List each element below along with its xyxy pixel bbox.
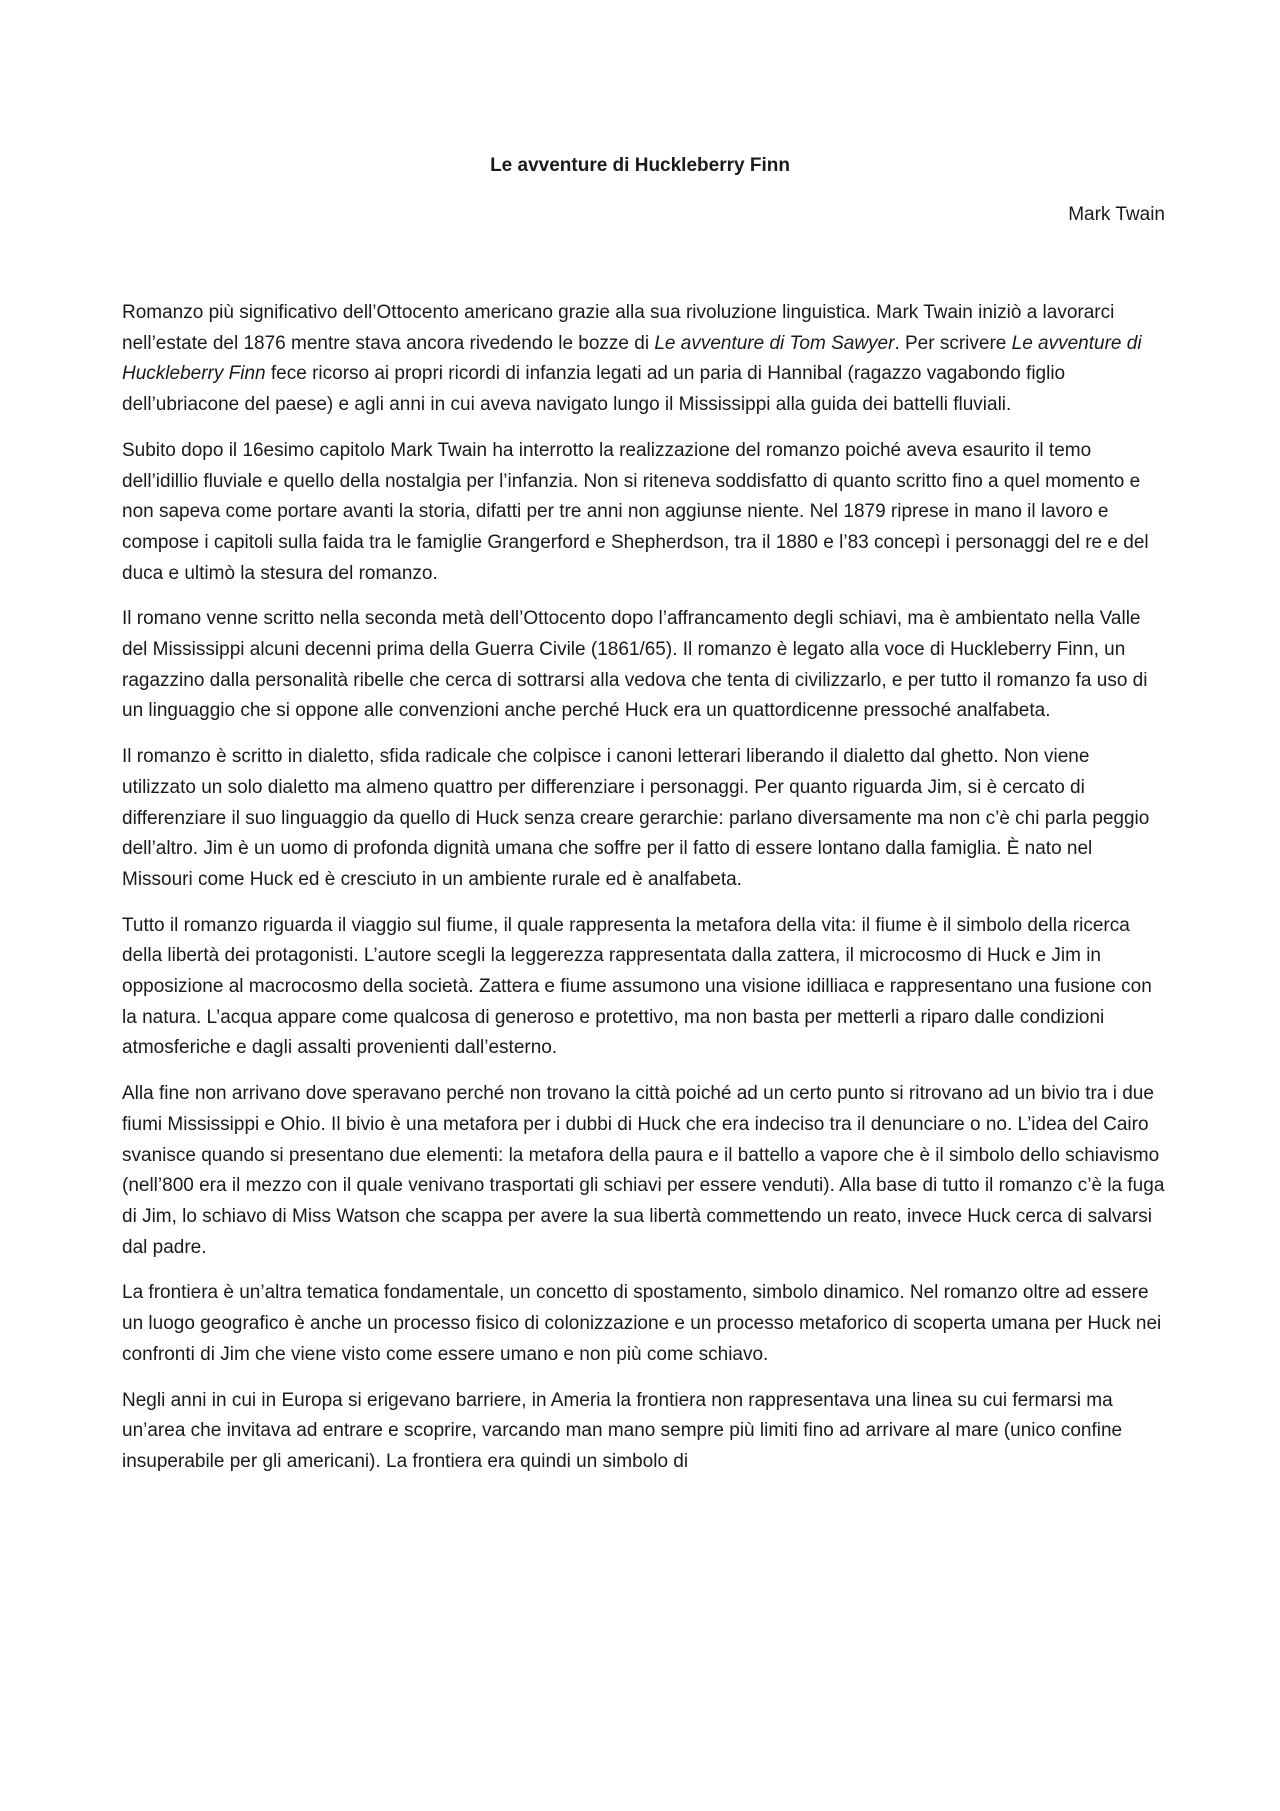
document-author: Mark Twain [1068,204,1165,225]
paragraph-2: Subito dopo il 16esimo capitolo Mark Twain ha interrotto la realizzazione del romanzo poiché aveva esaurito il temo dell’idillio fluviale e quello della nostalgia per l’infanzia. Non si riteneva soddisfatto di quanto scritto fino a quel momento e non sapeva come portare avanti la storia, difatti per tre anni non aggiunse niente. Nel 1879 riprese in mano il lavoro e compose i capitoli sulla faida tra le famiglie Grangerford e Shepherdson, tra il 1880 e l’83 concepì i personaggi del re e del duca e ultimò la stesura del romanzo. [122,439,1149,584]
book-title-huckleberry-finn: Le avventure di Huckleberry Finn [122,332,1142,385]
paragraph-8: Negli anni in cui in Europa si erigevano barriere, in Ameria la frontiera non rappresentava una linea su cui fermarsi ma un’area che invitava ad entrare e scoprire, varcando man mano sempre più limiti fino ad arrivare al mare (unico confine insuperabile per gli americani). La frontiera era quindi un simbolo di [122,1389,1123,1472]
document-title: Le avventure di Huckleberry Finn [490,155,790,176]
paragraph-1 [122,298,1167,421]
paragraph-1-text: . Per scrivere [894,332,1012,354]
paragraph-1-text: Romanzo più significativo dell’Ottocento americano grazie alla sua rivoluzione linguistica. Mark Twain iniziò a lavorarci nell’estate del 1876 mentre stava ancora rivedendo le bozze di [122,302,1115,354]
paragraph-3: Il romano venne scritto nella seconda metà dell’Ottocento dopo l’affrancamento degli schiavi, ma è ambientato nella Valle del Mississippi alcuni decenni prima della Guerra Civile (1861/65). Il romanzo è legato alla voce di Huckleberry Finn, un ragazzino dalla personalità ribelle che cerca di sottrarsi alla vedova che tenta di civilizzarlo, e per tutto il romanzo fa uso di un linguaggio che si oppone alle convenzioni anche perché Huck era un quattordicenne pressoché analfabeta. [122,608,1148,722]
document-body [122,298,1167,1493]
paragraph-6: Alla fine non arrivano dove speravano perché non trovano la città poiché ad un certo punto si ritrovano ad un bivio tra i due fiumi Mississippi e Ohio. Il bivio è una metafora per i dubbi di Huck che era indeciso tra il denunciare o no. L’idea del Cairo svanisce quando si presentano due elementi: la metafora della paura e il battello a vapore che è il simbolo dello schiavismo (nell’800 era il mezzo con il quale venivano trasportati gli schiavi per essere venduti). Alla base di tutto il romanzo c’è la fuga di Jim, lo schiavo di Miss Watson che scappa per avere la sua libertà commettendo un reato, invece Huck cerca di salvarsi dal padre. [122,1083,1165,1258]
paragraph-1-text: fece ricorso ai propri ricordi di infanzia legati ad un paria di Hannibal (ragazzo vagabondo figlio dell’ubriacone del paese) e agli anni in cui aveva navigato lungo il Mississippi alla guida dei battelli fluviali. [122,363,1066,416]
book-title-tom-sawyer: Le avventure di Tom Sawyer [654,332,895,354]
paragraph-5: Tutto il romanzo riguarda il viaggio sul fiume, il quale rappresenta la metafora della vita: il fiume è il simbolo della ricerca della libertà dei protagonisti. L’autore scegli la leggerezza rappresentata dalla zattera, il microcosmo di Huck e Jim in opposizione al macrocosmo della società. Zattera e fiume assumono una visione idilliaca e rappresentano una fusione con la natura. L’acqua appare come qualcosa di generoso e protettivo, ma non basta per metterli a riparo dalle condizioni atmosferiche e dagli assalti provenienti dall’esterno. [122,914,1152,1059]
paragraph-7: La frontiera è un’altra tematica fondamentale, un concetto di spostamento, simbolo dinamico. Nel romanzo oltre ad essere un luogo geografico è anche un processo fisico di colonizzazione e un processo metaforico di scoperta umana per Huck nei confronti di Jim che viene visto come essere umano e non più come schiavo. [122,1282,1162,1365]
paragraph-4: Il romanzo è scritto in dialetto, sfida radicale che colpisce i canoni letterari liberando il dialetto dal ghetto. Non viene utilizzato un solo dialetto ma almeno quattro per differenziare i personaggi. Per quanto riguarda Jim, si è cercato di differenziare il suo linguaggio da quello di Huck senza creare gerarchie: parlano diversamente ma non c’è chi parla peggio dell’altro. Jim è un uomo di profonda dignità umana che soffre per il fatto di essere lontano dalla famiglia. È nato nel Missouri come Huck ed è cresciuto in un ambiente rurale ed è analfabeta. [122,746,1150,890]
